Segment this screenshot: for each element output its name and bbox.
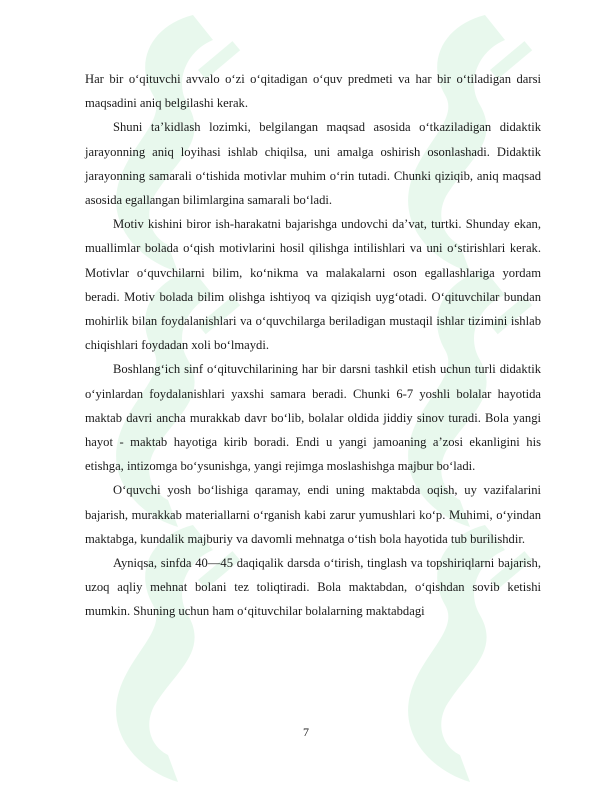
body-text [85,67,541,624]
paragraph: Ayniqsa, sinfda 40—45 daqiqalik darsda oʻtirish, tinglash va topshiriqlarni bajarish, uzoq aqliy mehnat bolani tez toliqtiradi. Bola maktabdan, oʻqishdan sovib ketishi mumkin. Shuning uchun ham oʻqituvchilar bolalarning maktabdagi [85,556,541,619]
paragraph: Shuni taʼkidlash lozimki, belgilangan maqsad asosida oʻtkaziladigan didaktik jarayonning aniq loyihasi ishlab chiqilsa, uni amalga oshirish osonlashadi. Didaktik jarayonning samarali oʻtishida motivlar muhim oʻrin tutadi. Chunki qiziqib, aniq maqsad asosida egallangan bilimlargina samarali boʻladi. [85,120,541,208]
paragraph: Motiv kishini biror ish-harakatni bajarishga undovchi daʼvat, turtki. Shunday ekan, muallimlar bolada oʻqish motivlarini hosil qilishga intilishlari va uni oʻstirishlari kerak. Motivlar oʻquvchilarni bilim, koʻnikma va malakalarni oson egallashlariga yordam beradi. Motiv bolada bilim olishga ishtiyoq va qiziqish uygʻotadi. Oʻqituvchilar bundan mohirlik bilan foydalanishlari va oʻquvchilarga beriladigan mustaqil ishlar tizimini ishlab chiqishlari foydadan xoli boʻlmaydi. [85,217,541,353]
paragraph: Har bir oʻqituvchi avvalo oʻzi oʻqitadigan oʻquv predmeti va har bir oʻtiladigan darsi maqsadini aniq belgilashi kerak. [85,72,541,111]
page-number: 7 [303,725,309,739]
paragraph: Oʻquvchi yosh boʻlishiga qaramay, endi uning maktabda oqish, uy vazifalarini bajarish, murakkab materiallarni oʻrganish kabi zarur yumushlari koʻp. Muhimi, oʻyindan maktabga, kundalik majburiy va davomli mehnatga oʻtish bola hayotida tub burilishdir. [85,483,541,546]
paragraph: Boshlangʻich sinf oʻqituvchilarining har bir darsni tashkil etish uchun turli didaktik oʻyinlardan foydalanishlari yaxshi samara beradi. Chunki 6-7 yoshli bolalar hayotida maktab davri ancha murakkab davr boʻlib, bolalar oldida jiddiy sinov turadi. Bola yangi hayot - maktab hayotiga kirib boradi. Endi u yangi jamoaning aʼzosi ekanligini his etishga, intizomga boʻysunishga, yangi rejimga moslashishga majbur boʻladi. [85,362,541,474]
